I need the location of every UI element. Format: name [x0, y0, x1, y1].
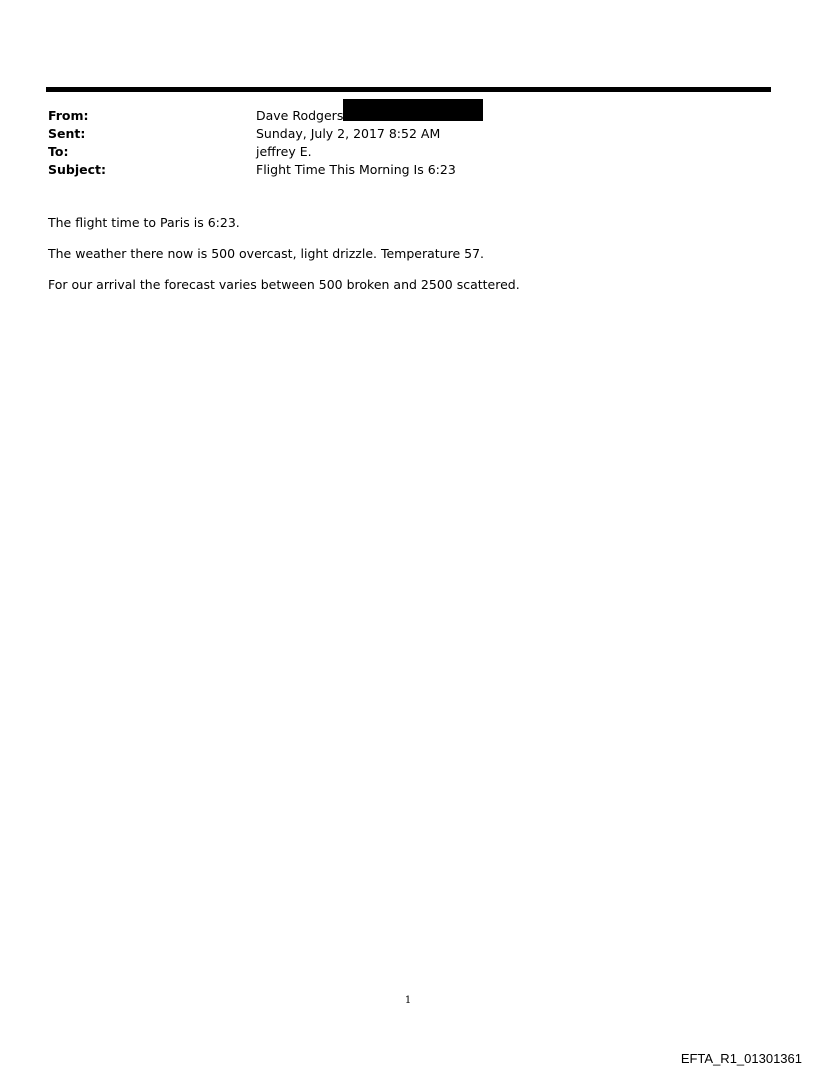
- from-value: Dave Rodgers: [256, 108, 344, 123]
- page-number: 1: [404, 995, 412, 1006]
- from-label: From:: [48, 108, 89, 123]
- body-paragraph: The flight time to Paris is 6:23.: [48, 215, 240, 230]
- redaction-block: [343, 99, 483, 121]
- body-paragraph: The weather there now is 500 overcast, light drizzle. Temperature 57.: [48, 246, 485, 261]
- bates-number: EFTA_R1_01301361: [680, 1051, 802, 1066]
- sent-label: Sent:: [48, 126, 86, 141]
- to-value: jeffrey E.: [256, 144, 312, 159]
- header-divider: [46, 87, 771, 92]
- email-body: [48, 214, 768, 307]
- sent-value: Sunday, July 2, 2017 8:52 AM: [256, 126, 441, 141]
- to-label: To:: [48, 144, 69, 159]
- subject-label: Subject:: [48, 162, 106, 177]
- body-paragraph: For our arrival the forecast varies between 500 broken and 2500 scattered.: [48, 277, 520, 292]
- subject-value: Flight Time This Morning Is 6:23: [256, 162, 456, 177]
